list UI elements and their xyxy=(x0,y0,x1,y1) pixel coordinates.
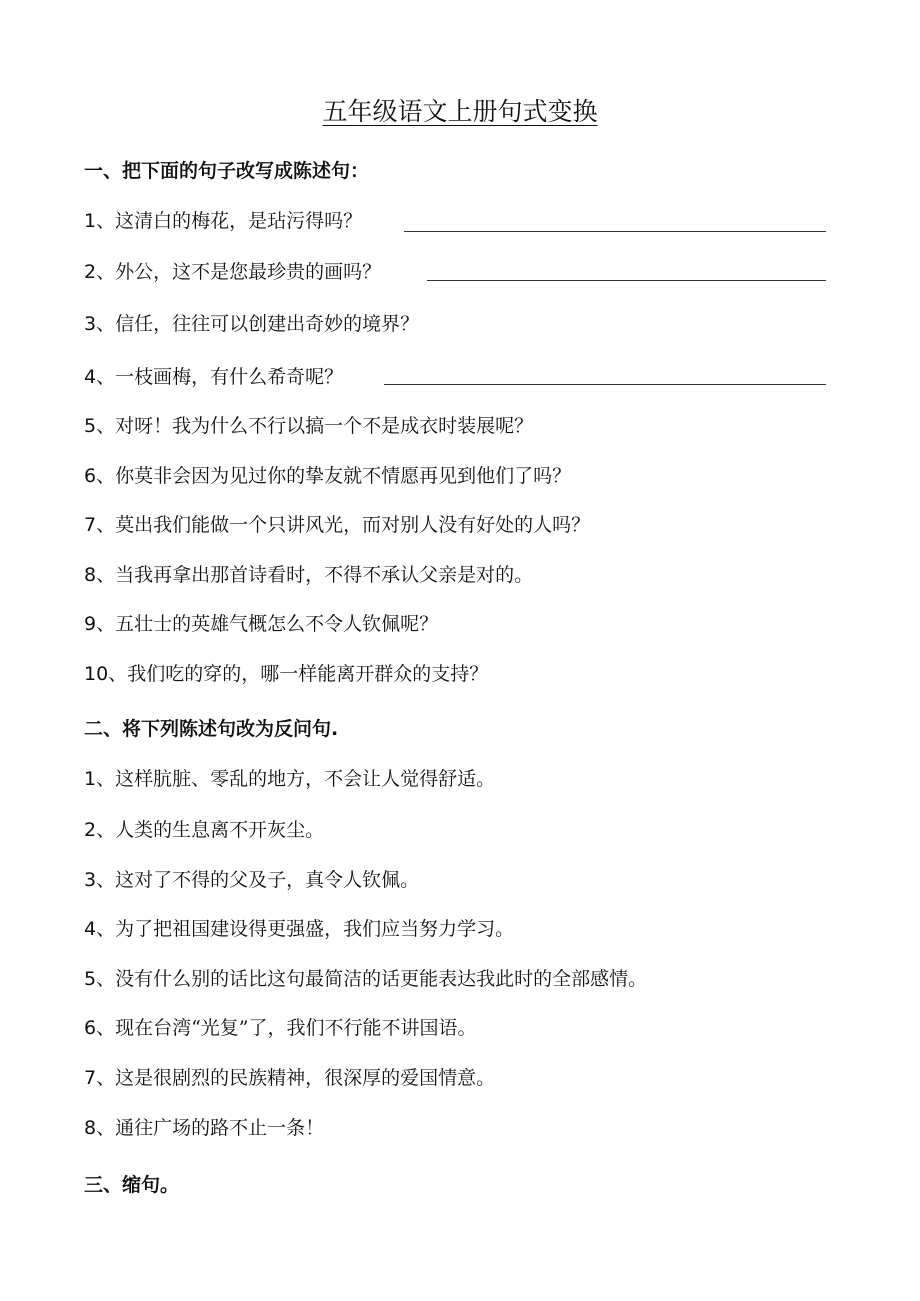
list-item xyxy=(84,563,533,587)
item-number: 3、 xyxy=(84,869,116,891)
list-item xyxy=(84,767,495,791)
page-title: 五年级语文上册句式变换 xyxy=(322,97,598,126)
item-text: 现在台湾“光复”了，我们不行能不讲国语。 xyxy=(115,1017,477,1039)
item-number: 5、 xyxy=(84,968,116,990)
list-item xyxy=(84,260,381,284)
item-text: 这清白的梅花，是玷污得吗？ xyxy=(115,210,363,232)
item-number: 6、 xyxy=(84,1017,116,1039)
section-heading-3: 三、缩句。 xyxy=(84,1174,180,1196)
list-item xyxy=(84,312,419,336)
item-text: 外公，这不是您最珍贵的画吗？ xyxy=(115,261,382,283)
item-text: 为了把祖国建设得更强盛，我们应当努力学习。 xyxy=(115,918,515,940)
list-item xyxy=(84,662,488,686)
list-item xyxy=(84,917,514,941)
item-number: 4、 xyxy=(84,918,116,940)
list-item xyxy=(84,967,647,991)
list-item xyxy=(84,818,324,842)
item-number: 8、 xyxy=(84,1117,116,1139)
item-text: 莫出我们能做一个只讲风光，而对别人没有好处的人吗？ xyxy=(115,514,591,536)
item-number: 7、 xyxy=(84,514,116,536)
answer-line[interactable] xyxy=(384,384,826,385)
list-item xyxy=(84,464,571,488)
answer-line[interactable] xyxy=(427,280,826,281)
item-text: 没有什么别的话比这句最简洁的话更能表达我此时的全部感情。 xyxy=(115,968,648,990)
item-text: 一枝画梅，有什么希奇呢？ xyxy=(115,366,344,388)
list-item xyxy=(84,365,343,389)
item-text: 你莫非会因为见过你的挚友就不情愿再见到他们了吗？ xyxy=(115,465,572,487)
item-number: 2、 xyxy=(84,819,116,841)
item-number: 10、 xyxy=(84,663,128,685)
list-item xyxy=(84,209,362,233)
item-text: 对呀！我为什么不行以搞一个不是成衣时装展呢？ xyxy=(115,415,534,437)
item-number: 2、 xyxy=(84,261,116,283)
list-item xyxy=(84,1066,495,1090)
item-text: 信任，往往可以创建出奇妙的境界？ xyxy=(115,313,420,335)
list-item xyxy=(84,414,533,438)
list-item xyxy=(84,868,419,892)
item-number: 9、 xyxy=(84,613,116,635)
section-heading-1: 一、把下面的句子改写成陈述句： xyxy=(84,160,370,182)
item-text: 这样肮脏、零乱的地方，不会让人觉得舒适。 xyxy=(115,768,496,790)
section-heading-2: 二、将下列陈述句改为反问句. xyxy=(84,718,339,740)
item-number: 6、 xyxy=(84,465,116,487)
item-text: 当我再拿出那首诗看时，不得不承认父亲是对的。 xyxy=(115,564,534,586)
item-text: 人类的生息离不开灰尘。 xyxy=(115,819,325,841)
item-text: 这对了不得的父及子，真令人钦佩。 xyxy=(115,869,420,891)
list-item xyxy=(84,612,438,636)
item-text: 通往广场的路不止一条！ xyxy=(115,1117,325,1139)
list-item xyxy=(84,1016,477,1040)
item-number: 1、 xyxy=(84,768,116,790)
item-number: 3、 xyxy=(84,313,116,335)
item-number: 5、 xyxy=(84,415,116,437)
item-number: 7、 xyxy=(84,1067,116,1089)
answer-line[interactable] xyxy=(404,231,826,232)
item-text: 五壮士的英雄气概怎么不令人钦佩呢？ xyxy=(115,613,439,635)
list-item xyxy=(84,513,590,537)
item-number: 4、 xyxy=(84,366,116,388)
item-text: 我们吃的穿的，哪一样能离开群众的支持？ xyxy=(127,663,489,685)
list-item xyxy=(84,1116,324,1140)
item-text: 这是很剧烈的民族精神，很深厚的爱国情意。 xyxy=(115,1067,496,1089)
item-number: 1、 xyxy=(84,210,116,232)
item-number: 8、 xyxy=(84,564,116,586)
